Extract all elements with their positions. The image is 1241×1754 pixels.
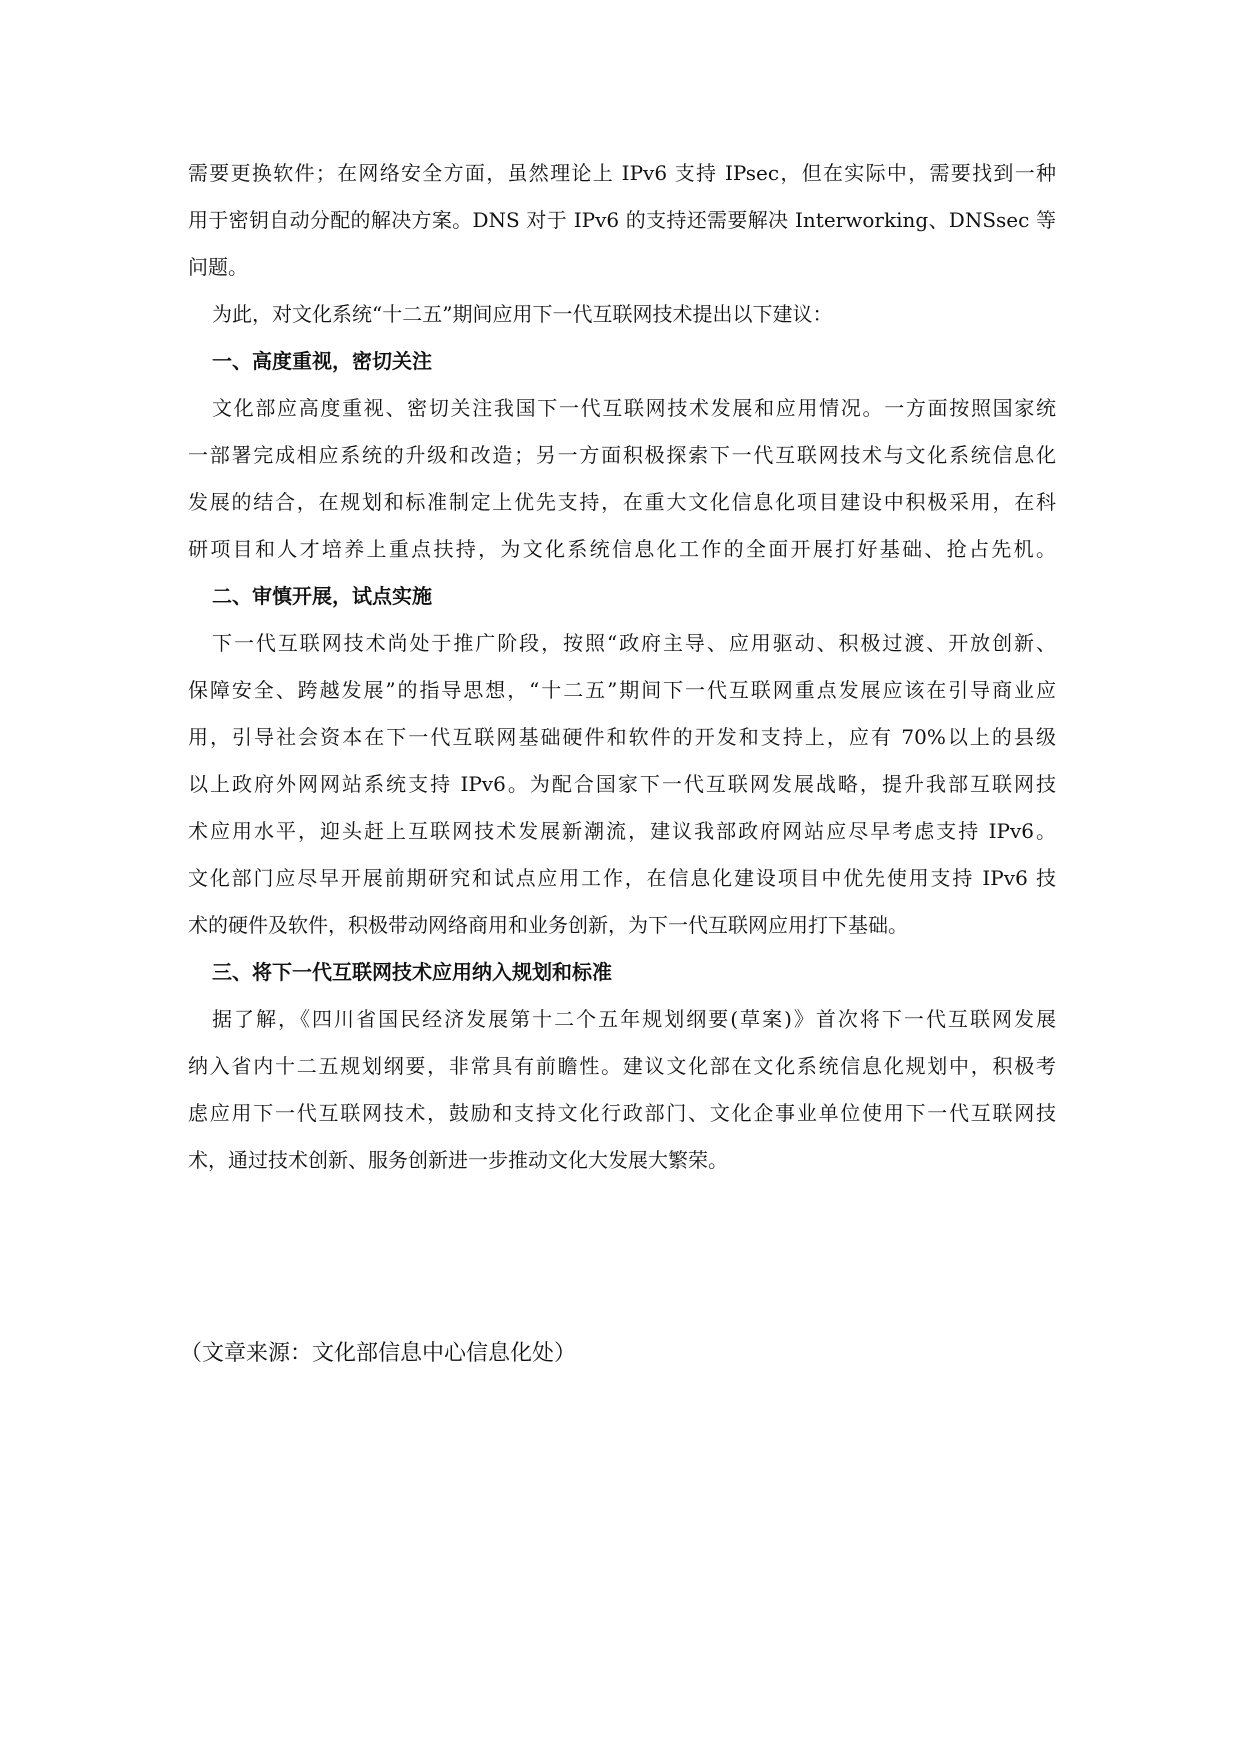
text-line: 研项目和人才培养上重点扶持，为文化系统信息化工作的全面开展打好基础、抢占先机。 — [188, 537, 1056, 561]
text-line: 据了解，《四川省国民经济发展第十二个五年规划纲要(草案)》首次将下一代互联网发展 — [212, 1007, 1056, 1031]
text-line: 文化部门应尽早开展前期研究和试点应用工作，在信息化建设项目中优先使用支持 IPv6 技 — [188, 866, 1056, 890]
text-line: 为此，对文化系统“十二五”期间应用下一代互联网技术提出以下建议： — [212, 302, 833, 326]
text-line: 文化部应高度重视、密切关注我国下一代互联网技术发展和应用情况。一方面按照国家统 — [212, 396, 1056, 420]
text-line: 用，引导社会资本在下一代互联网基础硬件和软件的开发和支持上，应有 70%以上的县级 — [188, 725, 1056, 749]
article-source: （文章来源：文化部信息中心信息化处） — [180, 1341, 577, 1366]
text-line: 问题。 — [188, 255, 248, 279]
paragraph-ipv6-issues — [188, 150, 1056, 291]
text-line: 一部署完成相应系统的升级和改造；另一方面积极探索下一代互联网技术与文化系统信息化 — [188, 443, 1056, 467]
section-heading-1: 一、高度重视，密切关注 — [212, 349, 432, 373]
paragraph-section-3 — [188, 996, 1056, 1184]
text-line: 保障安全、跨越发展”的指导思想，“十二五”期间下一代互联网重点发展应该在引导商业应 — [188, 678, 1056, 702]
text-line: 术的硬件及软件，积极带动网络商用和业务创新，为下一代互联网应用打下基础。 — [188, 913, 908, 937]
section-heading-3: 三、将下一代互联网技术应用纳入规划和标准 — [212, 960, 612, 984]
text-line: 虑应用下一代互联网技术，鼓励和支持文化行政部门、文化企事业单位使用下一代互联网技 — [188, 1101, 1056, 1125]
text-line: 术应用水平，迎头赶上互联网技术发展新潮流，建议我部政府网站应尽早考虑支持 IPv6。 — [188, 819, 1056, 843]
text-line: 需要更换软件；在网络安全方面，虽然理论上 IPv6 支持 IPsec，但在实际中，需要找到一种 — [188, 161, 1056, 185]
text-line: 下一代互联网技术尚处于推广阶段，按照“政府主导、应用驱动、积极过渡、开放创新、 — [212, 631, 1056, 655]
section-heading-2: 二、审慎开展，试点实施 — [212, 584, 432, 608]
paragraph-section-1 — [188, 385, 1056, 573]
text-line: 术，通过技术创新、服务创新进一步推动文化大发展大繁荣。 — [188, 1148, 728, 1172]
text-line: 以上政府外网网站系统支持 IPv6。为配合国家下一代互联网发展战略，提升我部互联网技 — [188, 772, 1056, 796]
paragraph-section-2 — [188, 620, 1056, 949]
text-line: 用于密钥自动分配的解决方案。DNS 对于 IPv6 的支持还需要解决 Interworking、DNSsec 等 — [188, 208, 1056, 232]
text-line: 发展的结合，在规划和标准制定上优先支持，在重大文化信息化项目建设中积极采用，在科 — [188, 490, 1056, 514]
document-body — [188, 150, 1056, 1184]
text-line: 纳入省内十二五规划纲要，非常具有前瞻性。建议文化部在文化系统信息化规划中，积极考 — [188, 1054, 1056, 1078]
paragraph-intro-suggestions — [188, 291, 1056, 338]
